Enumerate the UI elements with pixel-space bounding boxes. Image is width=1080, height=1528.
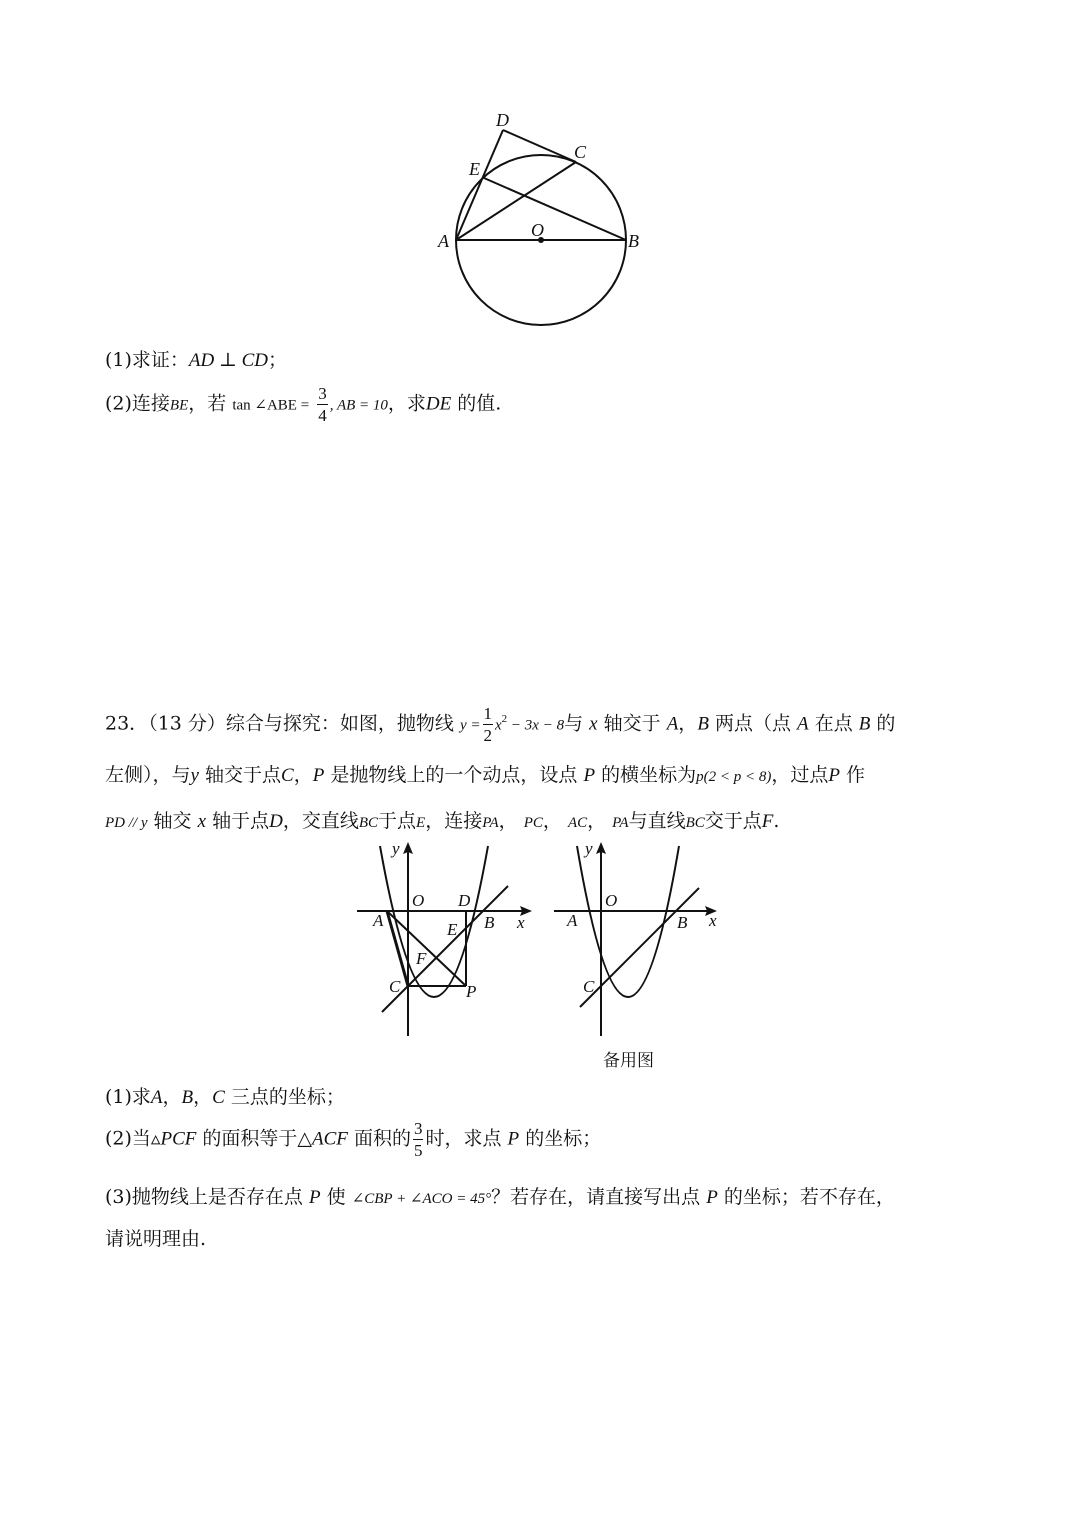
q22-part1-prefix: (1)求证：	[105, 349, 189, 371]
q23-part3-b: 使	[326, 1186, 346, 1208]
q23-eq-numerator: 1	[483, 704, 492, 723]
q23-part2-tri2: △ACF	[297, 1128, 348, 1150]
q23-line1-a: 与	[564, 712, 584, 735]
q23-line2-P3: P	[828, 765, 840, 786]
q23-part3-c: ？若存在，请直接写出点	[491, 1186, 701, 1208]
q23-part2-denominator: 5	[413, 1141, 423, 1160]
label-b: B	[628, 231, 639, 251]
fig1-label-f: F	[416, 949, 427, 968]
q23-line2-a: 左侧），与	[105, 764, 191, 786]
segment-ad	[456, 130, 503, 240]
fig1-label-b: B	[484, 913, 495, 932]
q23-part2-b: 的面积等于	[202, 1127, 298, 1150]
q23-part2-c: 面积的	[353, 1127, 411, 1150]
q23-line1-e: 的	[876, 712, 896, 735]
q23-intro: 综合与探究：如图，抛物线	[225, 712, 454, 735]
segment-dc	[503, 130, 576, 162]
q23-line3-D: D	[269, 811, 283, 832]
fig2-label-x: x	[709, 911, 717, 930]
q23-part2-a: (2)当	[105, 1127, 151, 1150]
fig1-label-o: O	[412, 891, 425, 910]
q22-part2-de: DE	[425, 393, 452, 415]
q23-line3-b: 轴于点	[212, 810, 270, 832]
label-d: D	[496, 110, 509, 130]
q22-part2-ask: ，求	[387, 392, 426, 415]
fig2-label-a: A	[567, 911, 578, 930]
q22-part2-tan: tan ∠ABE =	[232, 397, 310, 414]
q23-score: （13 分）	[148, 712, 226, 735]
q23-line3-a: 轴交	[153, 810, 192, 832]
q22-part1-math: AD ⊥ CD	[188, 350, 269, 371]
q23-line2-y: y	[190, 765, 199, 786]
q23-part1-s2: ，	[193, 1086, 213, 1108]
label-a: A	[438, 231, 449, 251]
q23-line1-A2: A	[797, 713, 809, 735]
q23-part2-d: 时，求点	[425, 1127, 502, 1150]
label-c: C	[574, 142, 587, 162]
fig1-label-a: A	[373, 911, 384, 930]
q23-eq-x2: x	[495, 717, 502, 734]
q23-line3-f: 与直线	[628, 810, 686, 832]
parabola-figure-1	[350, 836, 540, 1046]
q23-line3	[105, 806, 779, 833]
q23-eq-y: y =	[459, 717, 481, 734]
fig2-parabola	[577, 846, 679, 997]
q23-number: 23．	[105, 712, 149, 735]
q23-line1-x: x	[589, 713, 598, 735]
q23-line1-A: A	[666, 713, 679, 735]
q23-line3-F: F	[761, 811, 774, 832]
fig2-label-o: O	[605, 891, 618, 910]
q23-part3-P2: P	[706, 1187, 718, 1208]
q23-line1-B2: B	[858, 713, 871, 735]
fig1-label-e: E	[447, 920, 458, 939]
q23-line2-P: P	[312, 765, 325, 786]
q23-line3-pd: PD // y	[105, 815, 148, 831]
q23-line3-E: E	[416, 815, 426, 831]
q23-line1-b: 轴交于	[603, 712, 661, 735]
fig2-label-y: y	[585, 839, 593, 858]
q22-part2-if: ，若	[188, 392, 227, 415]
circle-figure	[420, 100, 660, 340]
q23-line2	[105, 760, 865, 787]
q23-line3-AC: AC	[567, 815, 588, 831]
q23-line3-PA: PA	[482, 815, 499, 831]
q23-line2-d: 的横坐标为	[601, 764, 697, 786]
q22-part2-end: 的值.	[457, 392, 502, 415]
q22-part1-suffix: ；	[268, 349, 288, 371]
q23-line3-sep2: ，	[542, 810, 562, 832]
q23-line2-C: C	[281, 765, 294, 786]
q23-part3-a: (3)抛物线上是否存在点	[105, 1186, 303, 1208]
q23-line1	[105, 705, 895, 744]
fig1-label-d: D	[458, 891, 471, 910]
q23-part1	[105, 1082, 345, 1109]
q23-eq-sup: 2	[501, 713, 508, 726]
q23-part1-A: A	[150, 1087, 163, 1108]
fig2-label-c: C	[583, 977, 595, 996]
q23-line3-d: 于点	[378, 810, 417, 832]
q23-line3-c: ，交直线	[282, 810, 359, 832]
q22-part1	[105, 345, 287, 372]
q23-line2-e: ，过点	[771, 764, 829, 786]
q23-eq-denominator: 2	[483, 726, 492, 745]
q22-part2-ab: , AB = 10	[329, 397, 388, 414]
q23-line2-b: 轴交于点	[205, 764, 282, 786]
fig1-label-x: x	[517, 913, 525, 932]
q23-line3-end: .	[773, 810, 780, 832]
label-e: E	[469, 159, 480, 179]
q23-line3-g: 交于点	[704, 810, 762, 832]
q22-part2-prefix: (2)连接	[105, 392, 170, 415]
q23-part1-b: 三点的坐标；	[230, 1086, 345, 1108]
q23-eq-fraction	[483, 705, 494, 744]
q23-line3-e: ，连接	[425, 810, 483, 832]
q23-part3-line2: 请说明理由.	[105, 1228, 207, 1250]
fig1-line-bc	[382, 886, 508, 1012]
fig1-label-c: C	[389, 977, 401, 996]
q23-line3-BC: BC	[358, 815, 379, 831]
q23-line2-c: 是抛物线上的一个动点，设点	[330, 764, 578, 786]
q23-eq-rest: − 3x − 8	[507, 717, 565, 734]
q23-line2-f: 作	[846, 764, 866, 786]
q22-part2-be: BE	[169, 397, 189, 414]
fig1-label-p: P	[466, 982, 477, 1001]
q23-part1-C: C	[212, 1087, 225, 1108]
q23-line1-d: 在点	[814, 712, 853, 735]
q23-line2-comma: ，	[293, 764, 313, 786]
q23-line3-x: x	[197, 811, 207, 832]
q23-line1-comma: ，	[678, 712, 698, 735]
label-o: O	[531, 220, 544, 240]
q22-fraction-denominator: 4	[318, 406, 327, 425]
q23-part3	[105, 1182, 895, 1209]
fig1-label-y: y	[392, 839, 400, 858]
q23-line2-P2: P	[583, 765, 596, 786]
q23-line3-PC: PC	[523, 815, 543, 831]
q23-part1-B: B	[181, 1087, 194, 1108]
q23-line2-p: p(2 < p < 8)	[696, 769, 772, 785]
q23-line3-sep3: ，	[587, 810, 607, 832]
q23-part2-fraction	[413, 1120, 424, 1159]
q23-line3-PA2: PA	[612, 815, 629, 831]
q22-part2-fraction	[317, 385, 328, 424]
q23-part3-angle: ∠CBP + ∠ACO = 45°	[351, 1191, 492, 1207]
q23-part3-d: 的坐标；若不存在，	[723, 1186, 895, 1208]
q23-line3-sep1: ，	[498, 810, 518, 832]
q23-line3-BC2: BC	[685, 815, 705, 831]
q22-part2	[105, 385, 501, 424]
q23-part1-s1: ，	[162, 1086, 182, 1108]
q23-part2-e: 的坐标；	[525, 1127, 602, 1150]
q23-part3-P: P	[308, 1187, 321, 1208]
q22-fraction-numerator: 3	[318, 384, 327, 403]
q23-line1-B: B	[697, 713, 709, 735]
q23-part2-numerator: 3	[413, 1119, 423, 1138]
q23-part1-a: (1)求	[105, 1086, 151, 1108]
q23-part2-P: P	[507, 1128, 520, 1150]
q23-part2	[105, 1120, 601, 1159]
fig2-caption: 备用图	[603, 1051, 654, 1071]
fig2-label-b: B	[677, 913, 688, 932]
q23-part2-tri: ▵PCF	[150, 1128, 197, 1150]
q23-line1-c: 两点（点	[714, 712, 791, 735]
parabola-figure-2	[547, 836, 737, 1046]
